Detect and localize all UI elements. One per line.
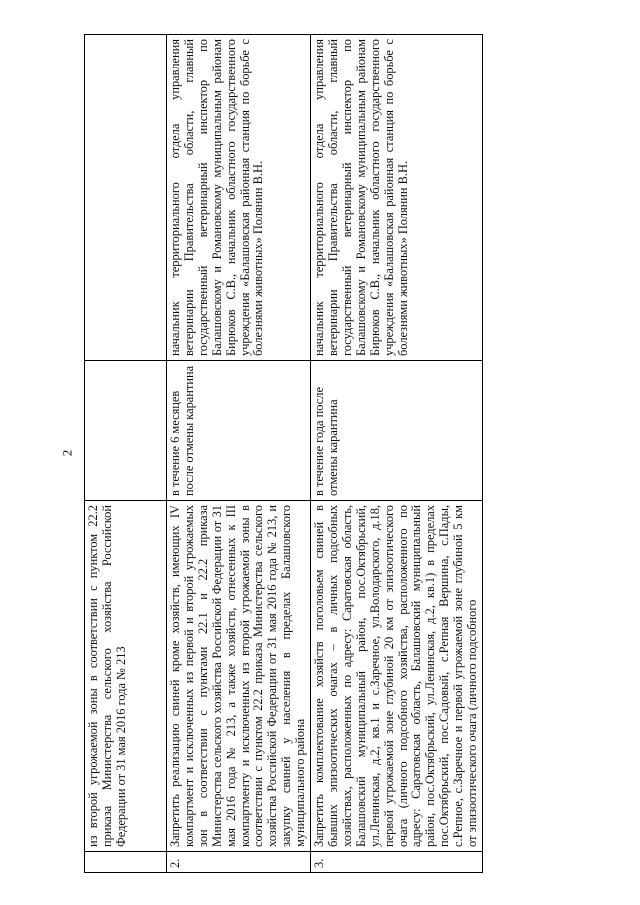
page-number: 2 [59,449,75,457]
measures-table [84,34,483,873]
responsible-cell: начальник территориального отдела управления ветеринарии Правительства области, главный государственный ветеринарный инспектор по Балашовскому и Романовскому муниципальным районам Бирюков С.В., начальник областного государственного учреждения «Балашовская районная станция по борьбе с болезнями животных» Полянин В.Н. [311,35,483,361]
row-number-cell: 3. [311,852,483,873]
row-number-cell: 2. [167,852,311,873]
action-cell: Запретить реализацию свиней кроме хозяйств, имеющих IV компартмент и исключенных из первой и второй угрожаемых зон в соответствии с пунктами 22.1 и 22.2 приказа Министерства сельского хозяйства Российской Федерации от 31 мая 2016 года № 213, а также хозяйств, отнесенных к III компартменту и исключенных из второй угрожаемой зоны в соответствии с пунктом 22.2 приказа Министерства сельского хозяйства Российской Федерации от 31 мая 2016 года № 213, и закупку свиней у населения в пределах Балашовского муниципального района [167,501,311,852]
responsible-cell: начальник территориального отдела управления ветеринарии Правительства области, главный государственный ветеринарный инспектор по Балашовскому и Романовскому муниципальным районам Бирюков С.В., начальник областного государственного учреждения «Балашовская районная станция по борьбе с болезнями животных» Полянин В.Н. [167,35,311,361]
row-number-cell [85,852,167,873]
term-cell: в течение 6 месяцев после отмены карантина [167,361,311,501]
action-cell: из второй угрожаемой зоны в соответствии с пунктом 22.2 приказа Министерства сельского хозяйства Российской Федерации от 31 мая 2016 года № 213 [85,501,167,852]
table-row [167,35,311,873]
rotated-table-container [84,35,480,873]
action-cell: Запретить комплектование хозяйств поголовьем свиней в бывших эпизоотических очагах – в личных подсобных хозяйствах, расположенных по адресу: Саратовская область, Балашовский муниципальный район, пос.Октябрьский, ул.Ленинская, д.2, кв.1 и с.Заречное, ул.Володарского, д.18, первой угрожаемой зоне глубиной 20 км от эпизоотического очага (личного подсобного хозяйства, расположенного по адресу: Саратовская область, Балашовский муниципальный район, пос.Октябрьский, ул.Ленинская, д.2, кв.1) в пределах пос.Октябрьский, пос.Садовый, с.Репная Вершина, с.Пады, с.Репное, с.Заречное и первой угрожаемой зоне глубиной 5 км от эпизоотического очага (личного подсобного [311,501,483,852]
term-cell [85,361,167,501]
term-cell: в течение года после отмены карантина [311,361,483,501]
table-row [85,35,167,873]
table-row [311,35,483,873]
responsible-cell [85,35,167,361]
